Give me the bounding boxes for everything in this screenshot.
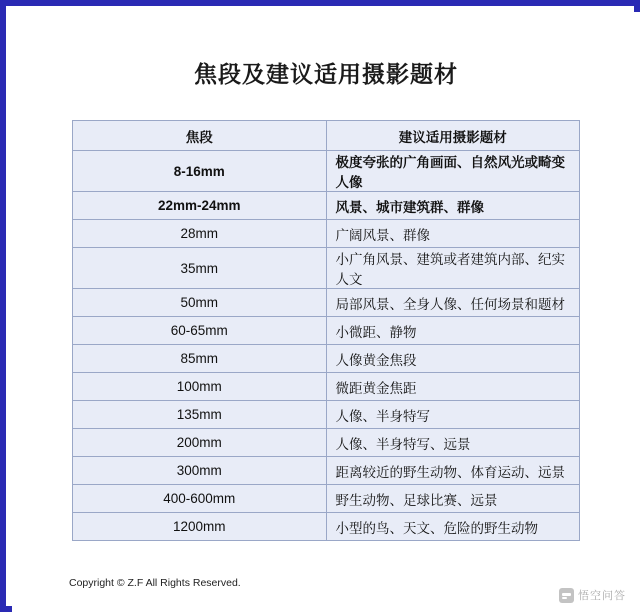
- table-row: [73, 345, 580, 373]
- cell-subject: 小微距、静物: [326, 317, 580, 345]
- cell-focal: 1200mm: [73, 513, 327, 541]
- focal-length-table: [72, 120, 580, 541]
- cell-focal: 85mm: [73, 345, 327, 373]
- page-title: 焦段及建议适用摄影题材: [194, 61, 458, 87]
- cell-subject: 小广角风景、建筑或者建筑内部、纪实人文: [326, 248, 580, 289]
- cell-subject: 极度夸张的广角画面、自然风光或畸变人像: [326, 151, 580, 192]
- cell-subject: 风景、城市建筑群、群像: [326, 192, 580, 220]
- focal-length-table-container: [72, 120, 580, 541]
- table-row: [73, 289, 580, 317]
- table-row: [73, 317, 580, 345]
- table-row: [73, 457, 580, 485]
- table-body: [73, 151, 580, 541]
- cell-subject: 局部风景、全身人像、任何场景和题材: [326, 289, 580, 317]
- table-header: [73, 121, 580, 151]
- cell-focal: 400-600mm: [73, 485, 327, 513]
- table-row: [73, 220, 580, 248]
- cell-subject: 人像、半身特写: [326, 401, 580, 429]
- table-row: [73, 151, 580, 192]
- cell-subject: 距离较近的野生动物、体育运动、远景: [326, 457, 580, 485]
- cell-focal: 100mm: [73, 373, 327, 401]
- table-row: [73, 513, 580, 541]
- cell-focal: 28mm: [73, 220, 327, 248]
- cell-focal: 8-16mm: [73, 151, 327, 192]
- cell-focal: 35mm: [73, 248, 327, 289]
- table-row: [73, 401, 580, 429]
- table-row: [73, 192, 580, 220]
- cell-focal: 60-65mm: [73, 317, 327, 345]
- cell-subject: 小型的鸟、天文、危险的野生动物: [326, 513, 580, 541]
- poster-inner: [12, 12, 640, 612]
- cell-focal: 200mm: [73, 429, 327, 457]
- column-header-focal: 焦段: [73, 121, 327, 151]
- cell-subject: 微距黄金焦距: [326, 373, 580, 401]
- table-row: [73, 373, 580, 401]
- cell-focal: 50mm: [73, 289, 327, 317]
- cell-focal: 135mm: [73, 401, 327, 429]
- cell-focal: 300mm: [73, 457, 327, 485]
- table-row: [73, 248, 580, 289]
- copyright-text: Copyright © Z.F All Rights Reserved.: [69, 577, 241, 589]
- table-row: [73, 429, 580, 457]
- watermark-logo-icon: [559, 588, 574, 603]
- cell-subject: 广阔风景、群像: [326, 220, 580, 248]
- table-row: [73, 485, 580, 513]
- watermark: [559, 587, 626, 603]
- cell-subject: 人像黄金焦段: [326, 345, 580, 373]
- cell-subject: 人像、半身特写、远景: [326, 429, 580, 457]
- cell-subject: 野生动物、足球比赛、远景: [326, 485, 580, 513]
- table-header-row: [73, 121, 580, 151]
- watermark-label: 悟空问答: [578, 590, 626, 602]
- cell-focal: 22mm-24mm: [73, 192, 327, 220]
- column-header-subject: 建议适用摄影题材: [326, 121, 580, 151]
